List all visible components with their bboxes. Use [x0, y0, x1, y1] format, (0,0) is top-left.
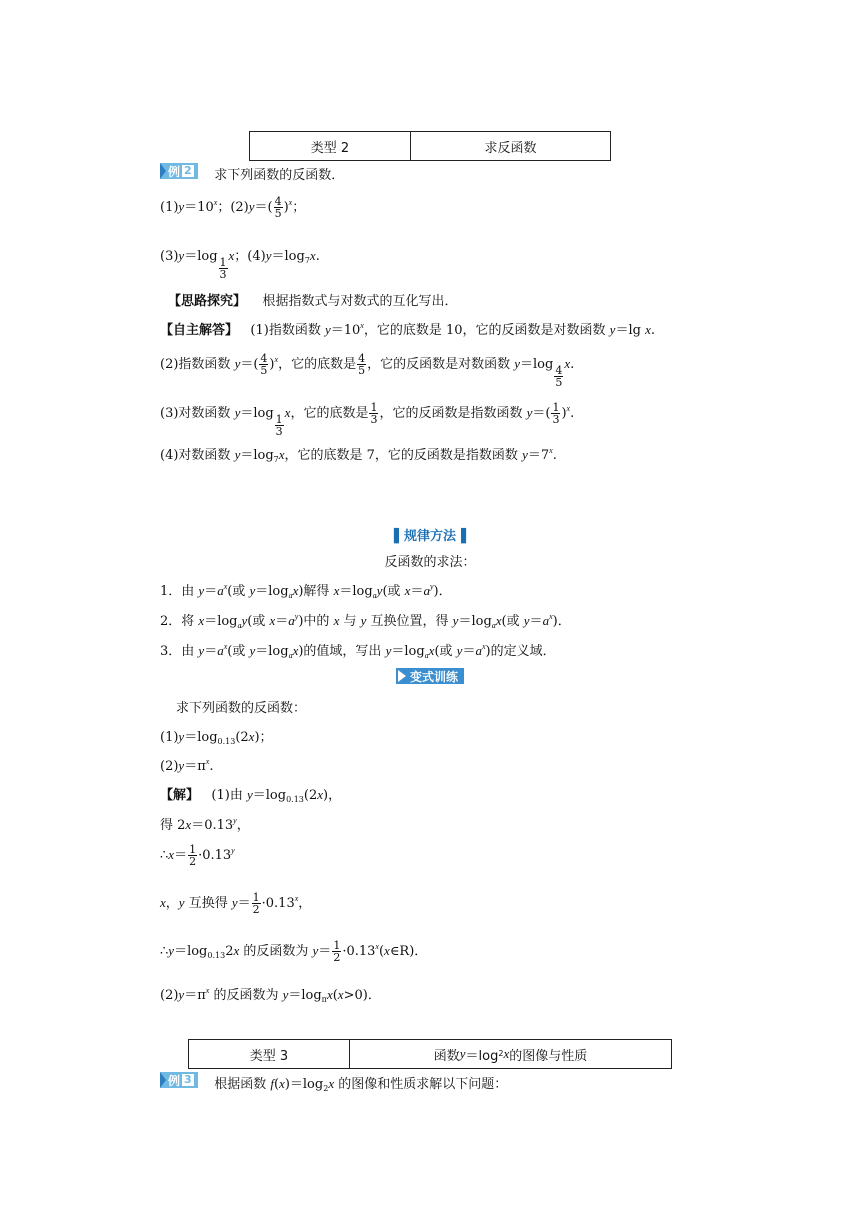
- solution-line-5: $\therefore y=\log_{0.13}2x$ 的反函数为 y＝ $\frac{1}{2}$ $\cdot 0.13^x(x\in R)$．: [160, 939, 428, 964]
- rule-item-2: 2．将 $x=\log_ay$(或 $x=a^y$)中的 x 与 y 互换位置，得 $y=\log_ax$(或 $y=a^x$)．: [160, 612, 571, 630]
- type2-title: 求反函数: [484, 140, 537, 156]
- example2-prompt: 求下列函数的反函数．: [214, 168, 345, 183]
- example3-badge: 例 3: [160, 1072, 198, 1088]
- thinking-text: 根据指数式与对数式的互化写出．: [262, 294, 458, 309]
- type3-label: 类型 3: [189, 1040, 350, 1068]
- solution-line-3: ∴x＝ $\frac{1}{2}$ $\cdot 0.13^y$: [160, 843, 235, 868]
- variant-item-1: $(1)y=\log_{0.13}(2x)$；: [160, 729, 273, 746]
- arrow-icon: [160, 1072, 166, 1088]
- variant-heading: 变式训练: [0, 668, 860, 686]
- solution-line-1: 【解】 (1)由 $y=\log_{0.13}(2x)$，: [160, 787, 342, 804]
- rule-item-3: 3．由 $y=a^x$(或 $y=\log_ax$)的值域，写出 $y=\log_ax$(或 $y=a^x$)的定义域．: [160, 642, 556, 660]
- rule-subtitle: 反函数的求法：: [384, 555, 476, 570]
- variant-item-2: $(2)y=\pi^x$.: [160, 757, 214, 774]
- solution-line-6: $(2)y=\pi^x$ 的反函数为 $y=\log_\pi x(x>0)$．: [160, 986, 381, 1004]
- type3-header: [188, 1039, 672, 1069]
- answer-line-3: (3)对数函数 y＝log $\frac{1}{3}$ x，它的底数是 $\frac{1}{3}$ ，它的反函数是指数函数 y＝( $\frac{1}{3}$ )$^x$.: [160, 401, 575, 438]
- rule-title: ▌规律方法▐: [393, 529, 466, 544]
- thinking-label: 【思路探究】: [168, 294, 247, 309]
- play-icon: [398, 670, 406, 682]
- type2-label: 类型 2: [250, 132, 411, 160]
- problem-line-1: $(1)y=10^x$；(2)y＝( $\frac{4}{5}$ )$^x$；: [160, 195, 306, 220]
- arrow-icon: [160, 163, 166, 179]
- answer-label: 【自主解答】: [160, 323, 239, 338]
- answer-line-2: (2)指数函数 y＝( $\frac{4}{5}$ )$^x$，它的底数是 $\frac{4}{5}$ ，它的反函数是对数函数 y＝log $\frac{4}{5}$ x.: [160, 352, 575, 389]
- thinking-line: [168, 290, 458, 309]
- answer-line-1: 【自主解答】 (1)指数函数 $y=10^x$，它的底数是 10，它的反函数是对数函数 y＝lg x.: [160, 321, 655, 338]
- rule-item-1: 1．由 $y=a^x$(或 $y=\log_ax$)解得 $x=\log_ay$(或 $x=a^y$)．: [160, 582, 452, 600]
- example2-line: [160, 163, 344, 183]
- solution-line-2: 得 $2x=0.13^y$，: [160, 816, 250, 833]
- type3-title: 函数 y ＝log 2 x 的图像与性质: [433, 1046, 588, 1064]
- answer-line-4: (4)对数函数 $y=\log_7x$，它的底数是 7，它的反函数是指数函数 $y=7^x$.: [160, 446, 557, 464]
- type2-header: [249, 131, 611, 161]
- solution-line-4: x，y 互换得 y＝ $\frac{1}{2}$ $\cdot 0.13^x$，: [160, 891, 312, 916]
- variant-prompt: 求下列函数的反函数：: [176, 701, 307, 716]
- problem-line-2: (3)y＝log $\frac{1}{3}$ x；$(4)y=\log_7x$.: [160, 248, 320, 281]
- example3-line: 例 3 根据函数 $f(x)=\log_2x$ 的图像和性质求解以下问题：: [160, 1072, 507, 1092]
- example2-badge: 例 2: [160, 163, 198, 179]
- solution-label: 【解】: [160, 788, 200, 803]
